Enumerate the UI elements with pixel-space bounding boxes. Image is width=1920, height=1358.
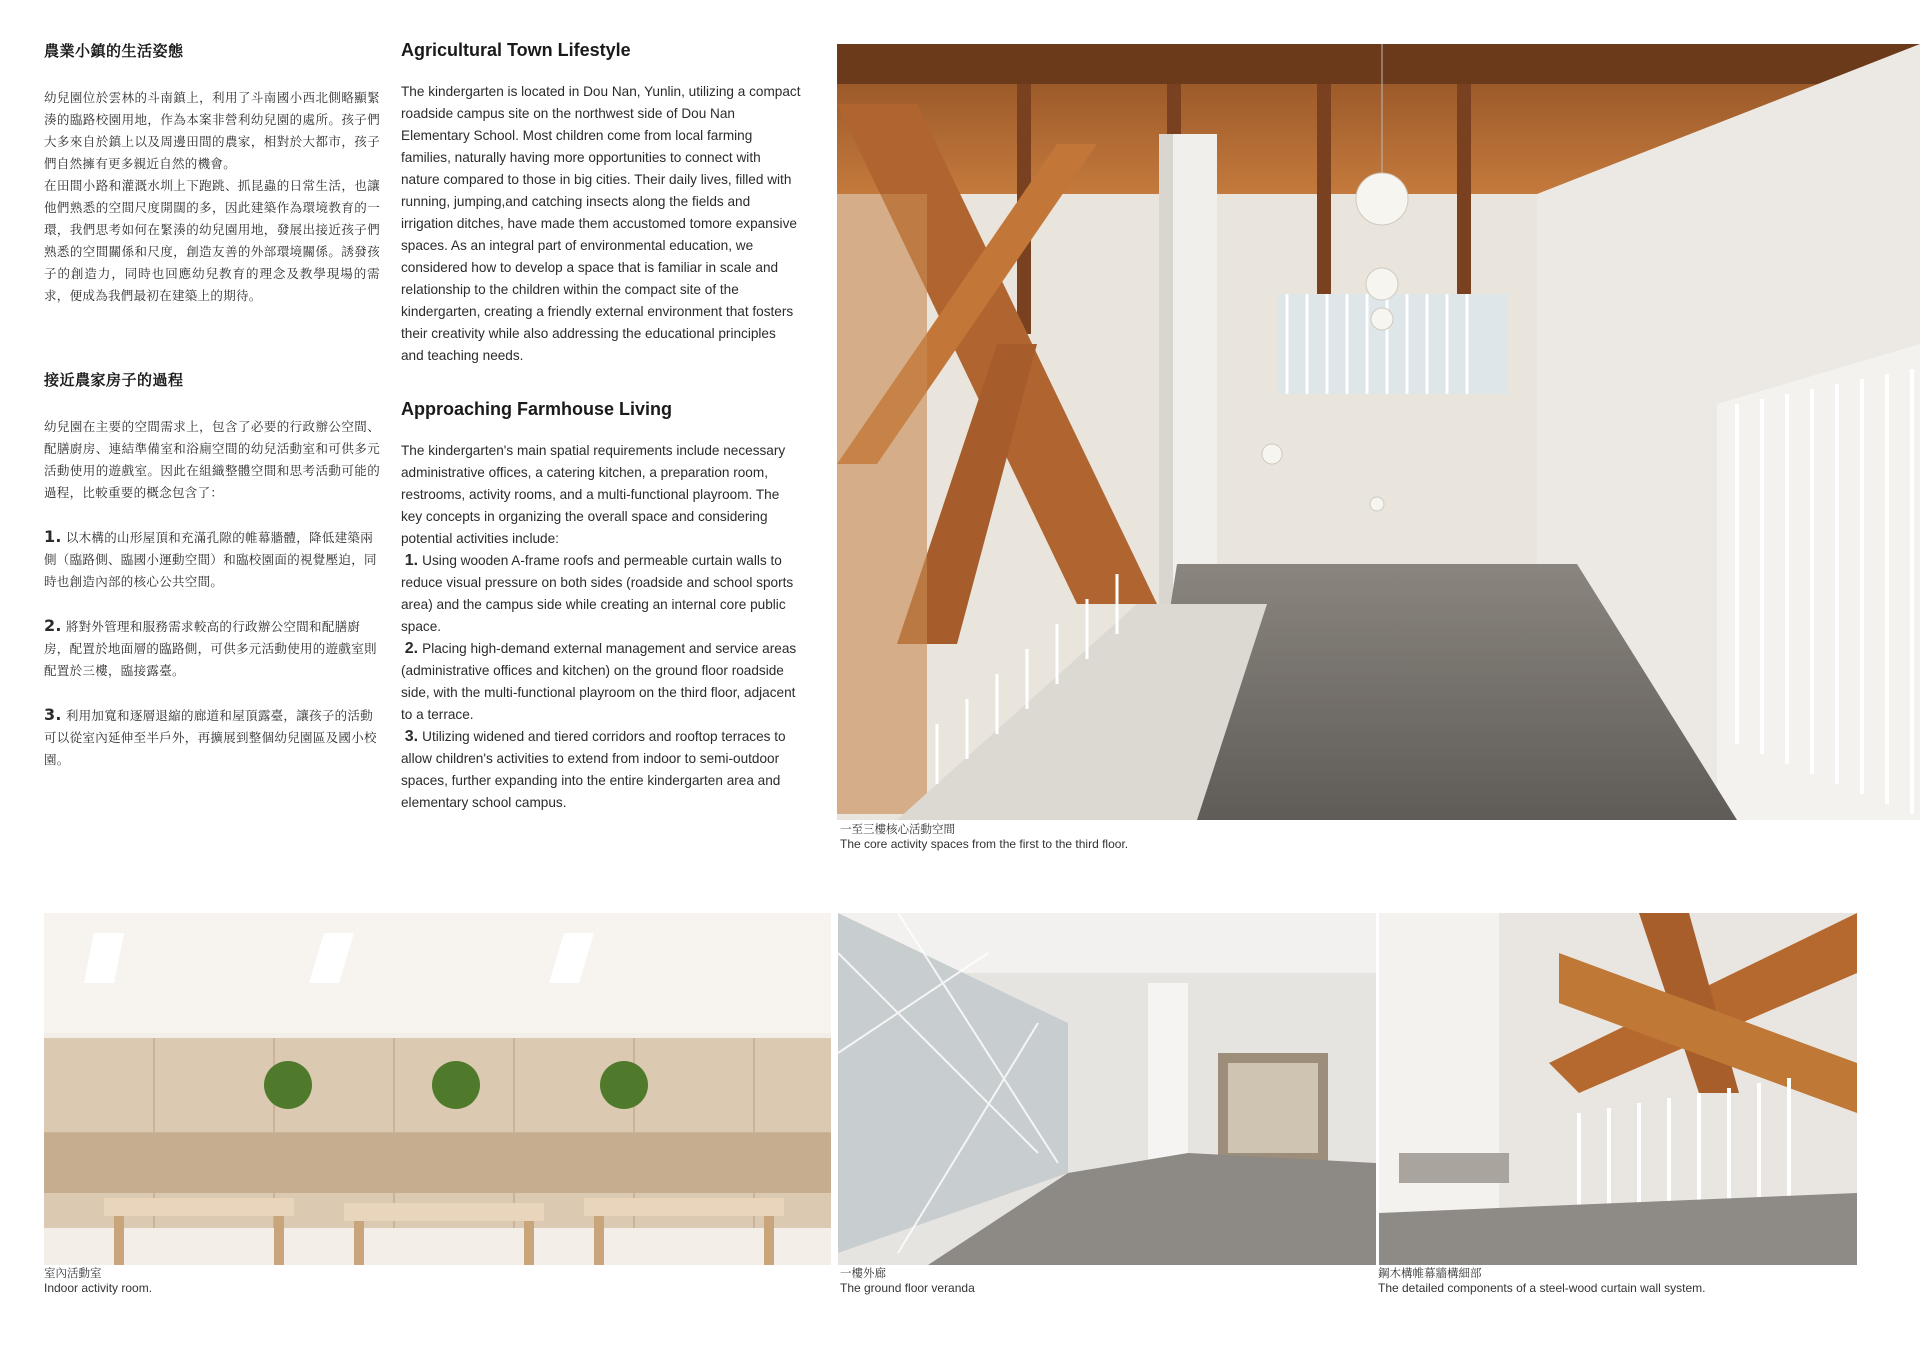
veranda-caption-en: The ground floor veranda [840, 1281, 975, 1295]
lifestyle-paragraph-zh-2: 在田間小路和灌溉水圳上下跑跳、抓昆蟲的日常生活，也讓他們熟悉的空間尺度開闊的多，因此建築作為環境教育的一環，我們思考如何在緊湊的幼兒園用地，發展出接近孩子們熟悉的空間關係和尺度，創造友善的外部環境關係。誘發孩子的創造力，同時也回應幼兒教育的理念及教學現場的需求，便成為我們最初在建築上的期待。 [44, 178, 380, 303]
item-number: 2. [404, 640, 419, 657]
atrium-illustration [837, 44, 1920, 820]
curtain-wall-illustration [1379, 913, 1857, 1265]
curtain-wall-caption [1378, 1266, 1706, 1296]
atrium-caption-en: The core activity spaces from the first to the third floor. [840, 837, 1129, 851]
farmhouse-intro-zh: 幼兒園在主要的空間需求上，包含了必要的行政辦公空間、配膳廚房、連結準備室和浴廁空間的幼兒活動室和可供多元活動使用的遊戲室。因此在組織整體空間和思考活動可能的過程，比較重要的概念包含了： [44, 419, 380, 500]
curtain-wall-caption-en: The detailed components of a steel-wood curtain wall system. [1378, 1281, 1706, 1295]
lifestyle-paragraph-zh-1: 幼兒園位於雲林的斗南鎮上，利用了斗南國小西北側略顯緊湊的臨路校園用地，作為本案非營利幼兒園的處所。孩子們大多來自於鎮上以及周邊田間的農家，相對於大都市，孩子們自然擁有更多親近自然的機會。 [44, 90, 380, 171]
farmhouse-item-zh-2 [44, 615, 380, 682]
activity-room-photo [44, 913, 831, 1265]
item-text: 以木構的山形屋頂和充滿孔隙的帷幕牆體，降低建築兩側（臨路側、臨國小運動空間）和臨校園面的視覺壓迫，同時也創造內部的核心公共空間。 [44, 530, 377, 589]
activity-room-illustration [44, 913, 831, 1265]
farmhouse-item-zh-3 [44, 704, 380, 771]
english-text-column [401, 40, 801, 814]
item-number: 2. [44, 616, 62, 635]
item-text: Utilizing widened and tiered corridors and rooftop terraces to allow children's activities to extend from indoor to semi-outdoor spaces, further expanding into the entire kindergarten area and elementary school campus. [401, 729, 786, 810]
item-text: 將對外管理和服務需求較高的行政辦公空間和配膳廚房，配置於地面層的臨路側，可供多元活動使用的遊戲室則配置於三樓，臨接露臺。 [44, 619, 377, 678]
farmhouse-title-en: Approaching Farmhouse Living [401, 399, 673, 419]
item-number: 3. [404, 728, 419, 745]
lifestyle-title-en: Agricultural Town Lifestyle [401, 40, 631, 60]
farmhouse-item-en-1 [401, 550, 801, 638]
curtain-wall-caption-zh: 鋼木構帷幕牆構細部 [1378, 1266, 1482, 1280]
farmhouse-item-en-3 [401, 726, 801, 814]
item-text: Placing high-demand external management and service areas (administrative offices and kitchen) on the ground floor roadside side, with the multi-functional playroom on the third floor, adjacent to a terrace. [401, 641, 797, 722]
veranda-illustration [838, 913, 1376, 1265]
veranda-photo [838, 913, 1376, 1265]
activity-room-caption-en: Indoor activity room. [44, 1281, 153, 1295]
farmhouse-item-en-2 [401, 638, 801, 726]
item-number: 3. [44, 705, 62, 724]
atrium-caption-zh: 一至三樓核心活動空間 [840, 822, 955, 836]
item-text: 利用加寬和逐層退縮的廊道和屋頂露臺，讓孩子的活動可以從室內延伸至半戶外，再擴展到整個幼兒園區及國小校園。 [44, 708, 377, 767]
item-text: Using wooden A-frame roofs and permeable curtain walls to reduce visual pressure on both sides (roadside and school sports area) and the campus side while creating an internal core public space. [401, 553, 794, 634]
activity-room-caption-zh: 室內活動室 [44, 1266, 102, 1280]
farmhouse-title-zh: 接近農家房子的過程 [44, 371, 184, 389]
activity-room-caption [44, 1266, 152, 1296]
curtain-wall-detail-photo [1379, 913, 1857, 1265]
chinese-text-column [44, 40, 380, 771]
veranda-caption [840, 1266, 975, 1296]
item-number: 1. [44, 527, 62, 546]
item-number: 1. [404, 552, 419, 569]
farmhouse-item-zh-1 [44, 526, 380, 593]
lifestyle-paragraph-en: The kindergarten is located in Dou Nan, Yunlin, utilizing a compact roadside campus site on the northwest side of Dou Nan Elementary School. Most children come from local farming families, naturally having more opportunities to connect with nature compared to those in big cities. Their daily lives, filled with running, jumping,and catching insects along the fields and irrigation ditches, have made them accustomed tomore expansive spaces. As an integral part of environmental education, we considered how to develop a space that is familiar in scale and relationship to the children within the compact site of the kindergarten, creating a friendly external environment that fosters their creativity while also addressing the educational principles and teaching needs. [401, 84, 801, 363]
atrium-photo [837, 44, 1920, 820]
lifestyle-title-zh: 農業小鎮的生活姿態 [44, 42, 184, 60]
farmhouse-intro-en: The kindergarten's main spatial requirements include necessary administrative offices, a catering kitchen, a preparation room, restrooms, activity rooms, and a multi-functional playroom. The key concepts in organizing the overall space and considering potential activities include: [401, 443, 786, 546]
atrium-caption [840, 822, 1128, 852]
veranda-caption-zh: 一樓外廊 [840, 1266, 886, 1280]
